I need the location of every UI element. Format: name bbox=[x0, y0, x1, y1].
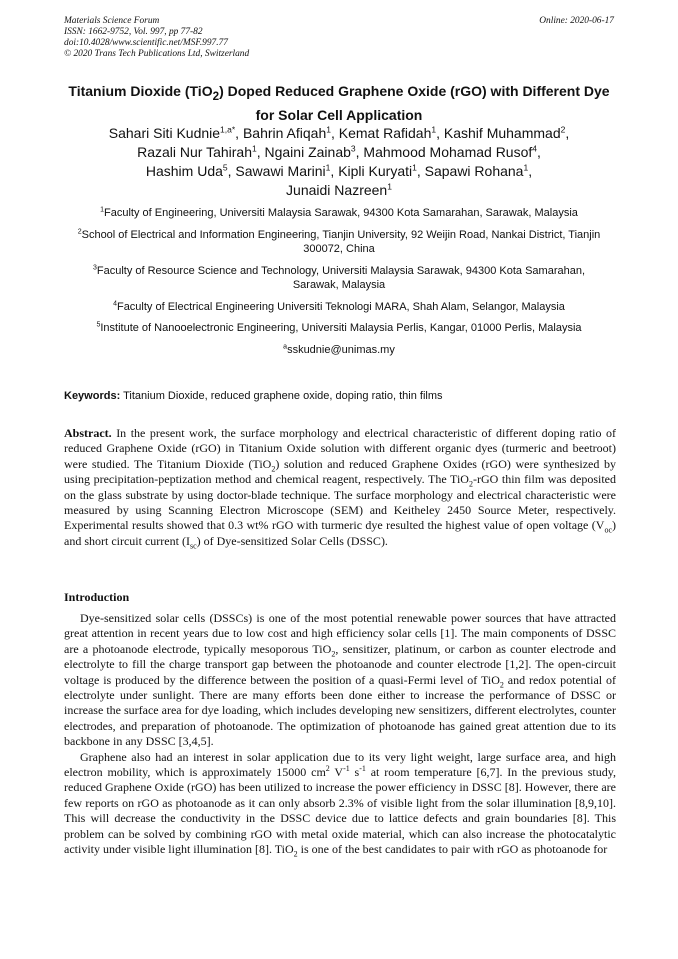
title-subscript: 2 bbox=[212, 89, 220, 103]
journal-name: Materials Science Forum bbox=[64, 16, 160, 26]
paper-title bbox=[64, 82, 614, 124]
paragraph: Graphene also had an interest in solar application due to its very light weight, large surface area, and high electron mobility, which is approximately 15000 $cm^2$ $V^{-1}$ $s^{-1}$ at room temperature [6,7]. In the previous study, reduced Graphene Oxide (rGO) has been utilized to increase the power efficiency in DSSC [8]. However, there are few reports on rGO as photoanode as it can only absorb 2.3% of visible light from the solar illumination [8,9,10]. This will decrease the conductivity in the DSSC device due to lattice defects and grain boundaries [8]. This problem can be solved by combining rGO with metal oxide material, which can also increase the photocatalytic activity under visible light illumination [8]. TiO$_2$ is one of the best candidates to pair with rGO as photoanode for bbox=[64, 749, 616, 859]
title-part: Titanium Dioxide (TiO bbox=[68, 83, 213, 99]
author: Kemat Rafidah$^1$, bbox=[338, 124, 444, 141]
doi-line[interactable]: doi:10.4028/www.scientific.net/MSF.997.77 bbox=[64, 38, 228, 48]
journal-header bbox=[64, 16, 249, 60]
author: Bahrin Afiqah$^1$, bbox=[242, 124, 339, 141]
author: Kashif Muhammad$^2$, bbox=[443, 124, 570, 141]
author: Razali Nur Tahirah$^1$, bbox=[137, 143, 265, 160]
paragraph: Dye-sensitized solar cells (DSSCs) is one of the most potential renewable power sources that have attracted great attention in recent years due to low cost and high efficiency solar cells [1]. The main components of DSSC are a photoanode electrode, typically mesoporous TiO$_2$, sensitizer, platinum, or carbon as counter electrode and electrolyte to fill the charge transport gap between the photoanode and counter electrode [1,2]. The open-circuit voltage is produced by the difference between the position of a quasi-Fermi level of TiO$_2$ and redox potential of electrolyte under sunlight. There are many efforts been done either to increase the performance of DSSC or increase the surface area for dye loading, which includes developing new sensitizers, different electrolytes, counter electrodes, and preparation of photoanode. The optimization of photoanode has gained great attention due to its backbone in any DSSC [3,4,5]. bbox=[64, 611, 616, 749]
affiliation: $^2$School of Electrical and Information Engineering, Tianjin University, 92 Weijin Road, Nankai District, Tianjin 300072, China bbox=[77, 227, 601, 255]
author: Mahmood Mohamad Rusof$^4$, bbox=[363, 143, 541, 160]
affiliation: $^1$Faculty of Engineering, Universiti Malaysia Sarawak, 94300 Kota Samarahan, Sarawak, Malaysia bbox=[100, 206, 578, 219]
title-part: ) Doped Reduced Graphene Oxide (rGO) with Different Dye for Solar Cell Application bbox=[219, 83, 610, 123]
keywords bbox=[64, 389, 616, 403]
author: Sahari Siti Kudnie$^{1,a*}$, bbox=[108, 124, 243, 141]
section-heading-introduction: Introduction bbox=[64, 590, 130, 604]
online-date: Online: 2020-06-17 bbox=[539, 16, 614, 26]
author-list bbox=[64, 124, 614, 200]
author: Sawawi Marini$^1$, bbox=[235, 162, 339, 179]
author: Kipli Kuryati$^1$, bbox=[338, 162, 425, 179]
abstract-label: Abstract. bbox=[64, 426, 112, 440]
author: Junaidi Nazreen$^1$ bbox=[286, 181, 392, 198]
copyright-line: © 2020 Trans Tech Publications Ltd, Switzerland bbox=[64, 49, 250, 59]
affiliation: $^5$Institute of Nanooelectronic Engineering, Universiti Malaysia Perlis, Kangar, 01000 Perlis, Malaysia bbox=[96, 321, 582, 334]
affiliation: $^4$Faculty of Electrical Engineering Universiti Teknologi MARA, Shah Alam, Selangor, Malaysia bbox=[113, 299, 565, 313]
abstract: Abstract. In the present work, the surface morphology and electrical characteristic of different doping ratio of reduced Graphene Oxide (rGO) in Titanium Oxide solution with different organic dyes (turmeric and beetroot) were studied. The Titanium Dioxide (TiO$_2$) solution and reduced Graphene Oxides (rGO) were synthesized by using precipitation-peptization method and chemical reagent, respectively. The TiO$_2$-rGO thin film was deposited on the glass substrate by using doctor-blade technique. The surface morphology and electrical characteristic were measured by using Scanning Electron Microscope (SEM) and Keitheley 2450 Source Meter, respectively. Experimental results showed that 0.3 wt% rGO with turmeric dye resulted the highest value of open voltage $(V_{oc})$ and short circuit current $(I_{sc})$ of Dye-sensitized Solar Cells (DSSC). bbox=[64, 426, 617, 551]
keywords-label: Keywords: bbox=[64, 390, 121, 402]
author: Sapawi Rohana$^1$, bbox=[424, 162, 533, 179]
introduction-body bbox=[64, 611, 616, 858]
issn-line: ISSN: 1662-9752, Vol. 997, pp 77-82 bbox=[64, 27, 203, 37]
keywords-text: Titanium Dioxide, reduced graphene oxide, doping ratio, thin films bbox=[123, 390, 443, 402]
author: Hashim Uda$^5$, bbox=[145, 162, 236, 179]
affiliation: $^3$Faculty of Resource Science and Technology, Universiti Malaysia Sarawak, 94300 Kota Samarahan, Sarawak, Malaysia bbox=[92, 263, 586, 291]
corresponding-email[interactable]: $^a$sskudnie@unimas.my bbox=[283, 342, 395, 356]
author: Ngaini Zainab$^3$, bbox=[264, 143, 364, 160]
affiliation-list bbox=[70, 206, 608, 364]
